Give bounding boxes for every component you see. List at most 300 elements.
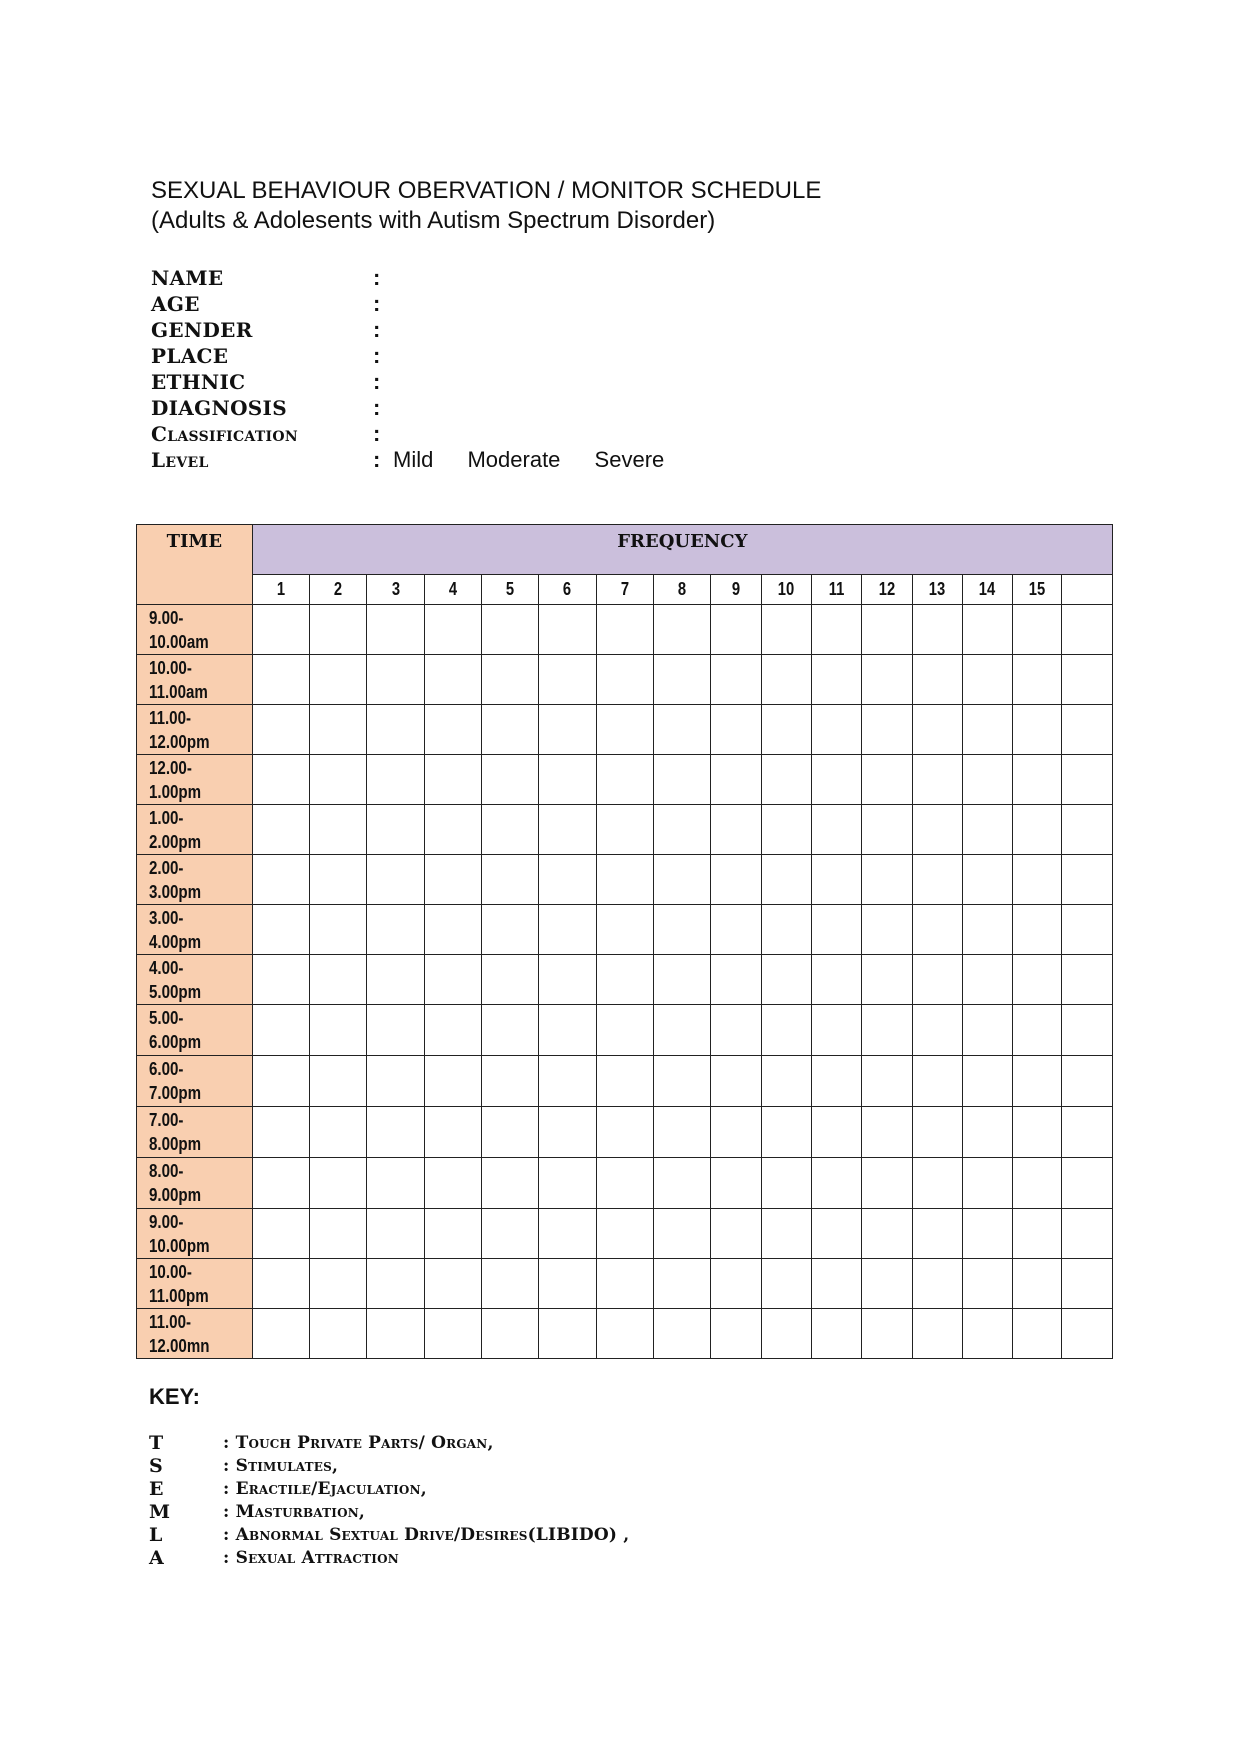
tally-cell[interactable] (1062, 655, 1113, 705)
tally-cell[interactable] (811, 1158, 861, 1209)
tally-cell[interactable] (424, 1209, 481, 1259)
key-code: A (149, 1547, 164, 1569)
tally-cell[interactable] (1013, 955, 1062, 1005)
tally-cell[interactable] (424, 1005, 481, 1056)
tally-cell[interactable] (761, 705, 811, 755)
tally-cell[interactable] (252, 1056, 309, 1107)
tally-cell[interactable] (811, 805, 861, 855)
time-slot-start: 2.00- (149, 858, 184, 878)
tally-cell[interactable] (711, 805, 761, 855)
tally-cell[interactable] (252, 1209, 309, 1259)
tally-cell[interactable] (912, 1259, 962, 1309)
tally-cell[interactable] (1013, 705, 1062, 755)
level-options (393, 447, 692, 473)
time-slot-start: 10.00- (149, 1262, 192, 1282)
tally-cell[interactable] (539, 855, 596, 905)
tally-cell[interactable] (1013, 1158, 1062, 1209)
tally-cell[interactable] (424, 955, 481, 1005)
tally-cell[interactable] (711, 855, 761, 905)
tally-cell[interactable] (653, 955, 710, 1005)
tally-cell[interactable] (482, 905, 539, 955)
time-header: TIME (137, 525, 253, 605)
info-colon: : (373, 265, 381, 290)
tally-cell[interactable] (962, 755, 1012, 805)
tally-cell[interactable] (252, 655, 309, 705)
tally-cell[interactable] (811, 605, 861, 655)
tally-cell[interactable] (310, 905, 367, 955)
tally-cell[interactable] (539, 905, 596, 955)
tally-cell[interactable] (1013, 1107, 1062, 1158)
tally-cell[interactable] (596, 755, 653, 805)
tally-cell[interactable] (367, 1209, 424, 1259)
tally-cell[interactable] (862, 605, 912, 655)
tally-cell[interactable] (962, 1259, 1012, 1309)
tally-cell[interactable] (912, 1005, 962, 1056)
tally-cell[interactable] (539, 1309, 596, 1359)
tally-cell[interactable] (962, 1209, 1012, 1259)
info-label-classification: Classification (151, 422, 298, 446)
time-slot-row (137, 1209, 1113, 1259)
time-slot-start: 4.00- (149, 958, 184, 978)
tally-cell[interactable] (761, 1259, 811, 1309)
tally-cell[interactable] (761, 955, 811, 1005)
time-slot-label (137, 805, 253, 855)
tally-cell[interactable] (862, 1309, 912, 1359)
tally-cell[interactable] (761, 605, 811, 655)
tally-cell[interactable] (653, 1259, 710, 1309)
info-label-place: PLACE (151, 344, 229, 368)
tally-cell[interactable] (367, 955, 424, 1005)
frequency-number-cell (596, 575, 653, 605)
tally-cell[interactable] (1062, 805, 1113, 855)
tally-cell[interactable] (653, 905, 710, 955)
tally-cell[interactable] (811, 1309, 861, 1359)
tally-cell[interactable] (596, 955, 653, 1005)
tally-cell[interactable] (424, 1107, 481, 1158)
info-label-ethnic: ETHNIC (151, 370, 246, 394)
tally-cell[interactable] (962, 905, 1012, 955)
time-slot-start: 1.00- (149, 808, 184, 828)
tally-cell[interactable] (962, 1005, 1012, 1056)
time-slot-label (137, 655, 253, 705)
tally-cell[interactable] (811, 1107, 861, 1158)
tally-cell[interactable] (424, 705, 481, 755)
tally-cell[interactable] (539, 1158, 596, 1209)
tally-cell[interactable] (1013, 905, 1062, 955)
tally-cell[interactable] (1013, 1209, 1062, 1259)
tally-cell[interactable] (252, 1309, 309, 1359)
tally-cell[interactable] (862, 1158, 912, 1209)
tally-cell[interactable] (711, 755, 761, 805)
tally-cell[interactable] (310, 805, 367, 855)
tally-cell[interactable] (862, 1056, 912, 1107)
tally-cell[interactable] (912, 1107, 962, 1158)
tally-cell[interactable] (912, 1056, 962, 1107)
tally-cell[interactable] (482, 1158, 539, 1209)
tally-cell[interactable] (539, 705, 596, 755)
tally-cell[interactable] (711, 705, 761, 755)
key-code: M (149, 1501, 171, 1523)
tally-cell[interactable] (539, 605, 596, 655)
tally-cell[interactable] (653, 1158, 710, 1209)
tally-cell[interactable] (761, 1005, 811, 1056)
tally-cell[interactable] (596, 705, 653, 755)
tally-cell[interactable] (653, 1107, 710, 1158)
tally-cell[interactable] (1013, 855, 1062, 905)
tally-cell[interactable] (711, 1158, 761, 1209)
tally-cell[interactable] (252, 1005, 309, 1056)
time-slot-start: 9.00- (149, 608, 184, 628)
tally-cell[interactable] (367, 805, 424, 855)
tally-cell[interactable] (596, 605, 653, 655)
tally-cell[interactable] (1062, 705, 1113, 755)
tally-cell[interactable] (711, 905, 761, 955)
tally-cell[interactable] (912, 755, 962, 805)
tally-cell[interactable] (653, 755, 710, 805)
tally-cell[interactable] (367, 655, 424, 705)
tally-cell[interactable] (539, 1209, 596, 1259)
tally-cell[interactable] (711, 1309, 761, 1359)
tally-cell[interactable] (367, 905, 424, 955)
tally-cell[interactable] (761, 1056, 811, 1107)
tally-cell[interactable] (367, 1056, 424, 1107)
tally-cell[interactable] (1062, 955, 1113, 1005)
tally-cell[interactable] (596, 655, 653, 705)
tally-cell[interactable] (1013, 755, 1062, 805)
tally-cell[interactable] (310, 605, 367, 655)
tally-cell[interactable] (811, 1259, 861, 1309)
time-slot-row (137, 1259, 1113, 1309)
tally-cell[interactable] (862, 1209, 912, 1259)
tally-cell[interactable] (596, 1259, 653, 1309)
tally-cell[interactable] (1062, 1158, 1113, 1209)
key-text: : Stimulates, (223, 1456, 339, 1476)
tally-cell[interactable] (424, 1309, 481, 1359)
tally-cell[interactable] (811, 705, 861, 755)
tally-cell[interactable] (1062, 1005, 1113, 1056)
time-slot-end: 12.00mn (149, 1336, 210, 1356)
frequency-number-cell (912, 575, 962, 605)
tally-cell[interactable] (912, 1309, 962, 1359)
tally-cell[interactable] (1013, 1309, 1062, 1359)
tally-cell[interactable] (811, 1209, 861, 1259)
tally-cell[interactable] (653, 1005, 710, 1056)
tally-cell[interactable] (482, 1005, 539, 1056)
time-slot-label (137, 705, 253, 755)
tally-cell[interactable] (1062, 1309, 1113, 1359)
tally-cell[interactable] (539, 1259, 596, 1309)
time-slot-start: 11.00- (149, 708, 192, 728)
tally-cell[interactable] (482, 1056, 539, 1107)
tally-cell[interactable] (912, 1158, 962, 1209)
tally-cell[interactable] (424, 1158, 481, 1209)
time-slot-label (137, 1056, 253, 1107)
tally-cell[interactable] (367, 1158, 424, 1209)
tally-cell[interactable] (539, 1056, 596, 1107)
tally-cell[interactable] (811, 1056, 861, 1107)
tally-cell[interactable] (1062, 905, 1113, 955)
tally-cell[interactable] (310, 955, 367, 1005)
tally-cell[interactable] (653, 1309, 710, 1359)
tally-cell[interactable] (1013, 1259, 1062, 1309)
tally-cell[interactable] (424, 655, 481, 705)
tally-cell[interactable] (424, 805, 481, 855)
tally-cell[interactable] (1013, 1056, 1062, 1107)
tally-cell[interactable] (482, 1209, 539, 1259)
tally-cell[interactable] (862, 1005, 912, 1056)
tally-cell[interactable] (252, 805, 309, 855)
frequency-number-label: 7 (620, 579, 629, 599)
tally-cell[interactable] (252, 905, 309, 955)
tally-cell[interactable] (482, 655, 539, 705)
tally-cell[interactable] (310, 1259, 367, 1309)
tally-cell[interactable] (310, 1309, 367, 1359)
tally-cell[interactable] (596, 1209, 653, 1259)
frequency-number-label: 6 (563, 579, 572, 599)
tally-cell[interactable] (310, 1158, 367, 1209)
tally-cell[interactable] (711, 605, 761, 655)
time-slot-end: 7.00pm (149, 1083, 202, 1103)
frequency-number-cell (310, 575, 367, 605)
tally-cell[interactable] (252, 955, 309, 1005)
key-code: S (149, 1455, 163, 1477)
time-slot-row (137, 1309, 1113, 1359)
tally-cell[interactable] (962, 655, 1012, 705)
tally-cell[interactable] (862, 1107, 912, 1158)
tally-cell[interactable] (711, 1107, 761, 1158)
tally-cell[interactable] (596, 1309, 653, 1359)
tally-cell[interactable] (482, 1259, 539, 1309)
info-colon: : (373, 317, 381, 342)
tally-cell[interactable] (596, 1056, 653, 1107)
tally-cell[interactable] (1062, 755, 1113, 805)
tally-cell[interactable] (962, 605, 1012, 655)
tally-cell[interactable] (310, 1056, 367, 1107)
tally-cell[interactable] (539, 805, 596, 855)
tally-cell[interactable] (862, 905, 912, 955)
key-code: L (149, 1524, 163, 1546)
tally-cell[interactable] (252, 1259, 309, 1309)
time-slot-label (137, 1209, 253, 1259)
tally-cell[interactable] (912, 605, 962, 655)
tally-cell[interactable] (862, 805, 912, 855)
tally-cell[interactable] (367, 1107, 424, 1158)
tally-cell[interactable] (482, 1309, 539, 1359)
tally-cell[interactable] (310, 1209, 367, 1259)
tally-cell[interactable] (912, 705, 962, 755)
tally-cell[interactable] (539, 1107, 596, 1158)
tally-cell[interactable] (962, 1107, 1012, 1158)
tally-cell[interactable] (711, 655, 761, 705)
tally-cell[interactable] (367, 755, 424, 805)
tally-cell[interactable] (310, 1107, 367, 1158)
frequency-number-label: 1 (276, 579, 285, 599)
tally-cell[interactable] (310, 755, 367, 805)
tally-cell[interactable] (367, 1309, 424, 1359)
tally-cell[interactable] (310, 1005, 367, 1056)
info-label-diagnosis: DIAGNOSIS (151, 396, 287, 420)
frequency-number-cell (862, 575, 912, 605)
tally-cell[interactable] (482, 1107, 539, 1158)
tally-cell[interactable] (862, 755, 912, 805)
tally-cell[interactable] (761, 855, 811, 905)
tally-cell[interactable] (912, 655, 962, 705)
time-slot-start: 12.00- (149, 758, 192, 778)
tally-cell[interactable] (653, 1056, 710, 1107)
tally-cell[interactable] (962, 705, 1012, 755)
info-colon: : (373, 395, 381, 420)
tally-cell[interactable] (1062, 1107, 1113, 1158)
tally-cell[interactable] (711, 1259, 761, 1309)
header-row (137, 525, 1113, 575)
tally-cell[interactable] (761, 1309, 811, 1359)
tally-cell[interactable] (1062, 1056, 1113, 1107)
tally-cell[interactable] (482, 955, 539, 1005)
time-slot-row (137, 855, 1113, 905)
tally-cell[interactable] (482, 605, 539, 655)
tally-cell[interactable] (252, 705, 309, 755)
level-option-moderate: Moderate (467, 447, 561, 472)
tally-cell[interactable] (367, 705, 424, 755)
tally-cell[interactable] (962, 955, 1012, 1005)
time-slot-end: 8.00pm (149, 1134, 202, 1154)
tally-cell[interactable] (252, 605, 309, 655)
tally-cell[interactable] (711, 1209, 761, 1259)
tally-cell[interactable] (252, 855, 309, 905)
tally-cell[interactable] (252, 755, 309, 805)
time-slot-row (137, 905, 1113, 955)
tally-cell[interactable] (424, 855, 481, 905)
time-slot-label (137, 1005, 253, 1056)
time-slot-label (137, 605, 253, 655)
time-slot-label (137, 755, 253, 805)
frequency-number-cell (711, 575, 761, 605)
time-slot-end: 3.00pm (149, 882, 202, 902)
tally-cell[interactable] (711, 1005, 761, 1056)
tally-cell[interactable] (962, 1158, 1012, 1209)
tally-cell[interactable] (653, 605, 710, 655)
tally-cell[interactable] (1013, 655, 1062, 705)
tally-cell[interactable] (962, 805, 1012, 855)
tally-cell[interactable] (711, 1056, 761, 1107)
tally-cell[interactable] (1062, 1209, 1113, 1259)
tally-cell[interactable] (653, 805, 710, 855)
time-slot-end: 9.00pm (149, 1185, 202, 1205)
tally-cell[interactable] (252, 1107, 309, 1158)
tally-cell[interactable] (811, 755, 861, 805)
tally-cell[interactable] (811, 655, 861, 705)
tally-cell[interactable] (862, 855, 912, 905)
tally-cell[interactable] (1062, 605, 1113, 655)
time-slot-start: 6.00- (149, 1059, 184, 1079)
tally-cell[interactable] (1062, 855, 1113, 905)
tally-cell[interactable] (310, 705, 367, 755)
frequency-header: FREQUENCY (252, 525, 1112, 575)
tally-cell[interactable] (539, 755, 596, 805)
tally-cell[interactable] (811, 1005, 861, 1056)
tally-cell[interactable] (424, 1056, 481, 1107)
tally-cell[interactable] (761, 805, 811, 855)
tally-cell[interactable] (862, 655, 912, 705)
tally-cell[interactable] (596, 1005, 653, 1056)
tally-cell[interactable] (962, 855, 1012, 905)
tally-cell[interactable] (367, 1259, 424, 1309)
tally-cell[interactable] (761, 1209, 811, 1259)
tally-cell[interactable] (653, 705, 710, 755)
frequency-number-cell (367, 575, 424, 605)
tally-cell[interactable] (596, 905, 653, 955)
tally-cell[interactable] (912, 855, 962, 905)
title-line-2: (Adults & Adolesents with Autism Spectrum Disorder) (151, 207, 716, 234)
key-code: E (149, 1478, 164, 1500)
time-slot-start: 9.00- (149, 1212, 184, 1232)
tally-cell[interactable] (653, 1209, 710, 1259)
tally-cell[interactable] (811, 955, 861, 1005)
tally-cell[interactable] (811, 855, 861, 905)
tally-cell[interactable] (711, 955, 761, 1005)
tally-cell[interactable] (653, 855, 710, 905)
tally-cell[interactable] (539, 955, 596, 1005)
frequency-number-label: 9 (731, 579, 741, 599)
info-label-level: Level (151, 448, 209, 472)
tally-cell[interactable] (653, 655, 710, 705)
tally-cell[interactable] (1062, 1259, 1113, 1309)
tally-cell[interactable] (912, 905, 962, 955)
tally-cell[interactable] (962, 1056, 1012, 1107)
tally-cell[interactable] (424, 905, 481, 955)
tally-cell[interactable] (862, 955, 912, 1005)
tally-cell[interactable] (539, 1005, 596, 1056)
tally-cell[interactable] (862, 705, 912, 755)
tally-cell[interactable] (367, 855, 424, 905)
tally-cell[interactable] (912, 955, 962, 1005)
tally-cell[interactable] (596, 1107, 653, 1158)
tally-cell[interactable] (482, 805, 539, 855)
tally-cell[interactable] (761, 1158, 811, 1209)
frequency-number-cell (424, 575, 481, 605)
tally-cell[interactable] (539, 655, 596, 705)
tally-cell[interactable] (596, 855, 653, 905)
tally-cell[interactable] (596, 1158, 653, 1209)
tally-cell[interactable] (482, 755, 539, 805)
time-slot-row (137, 955, 1113, 1005)
tally-cell[interactable] (761, 755, 811, 805)
tally-cell[interactable] (811, 905, 861, 955)
tally-cell[interactable] (424, 605, 481, 655)
tally-cell[interactable] (761, 905, 811, 955)
tally-cell[interactable] (761, 655, 811, 705)
tally-cell[interactable] (482, 705, 539, 755)
tally-cell[interactable] (761, 1107, 811, 1158)
tally-cell[interactable] (962, 1309, 1012, 1359)
time-slot-end: 5.00pm (149, 982, 202, 1002)
tally-cell[interactable] (596, 805, 653, 855)
tally-cell[interactable] (1013, 605, 1062, 655)
tally-cell[interactable] (862, 1259, 912, 1309)
tally-cell[interactable] (912, 805, 962, 855)
tally-cell[interactable] (310, 655, 367, 705)
tally-cell[interactable] (367, 1005, 424, 1056)
tally-cell[interactable] (424, 1259, 481, 1309)
tally-cell[interactable] (310, 855, 367, 905)
tally-cell[interactable] (252, 1158, 309, 1209)
tally-cell[interactable] (1013, 1005, 1062, 1056)
tally-cell[interactable] (482, 855, 539, 905)
tally-cell[interactable] (424, 755, 481, 805)
tally-cell[interactable] (912, 1209, 962, 1259)
tally-cell[interactable] (1013, 805, 1062, 855)
tally-cell[interactable] (367, 605, 424, 655)
